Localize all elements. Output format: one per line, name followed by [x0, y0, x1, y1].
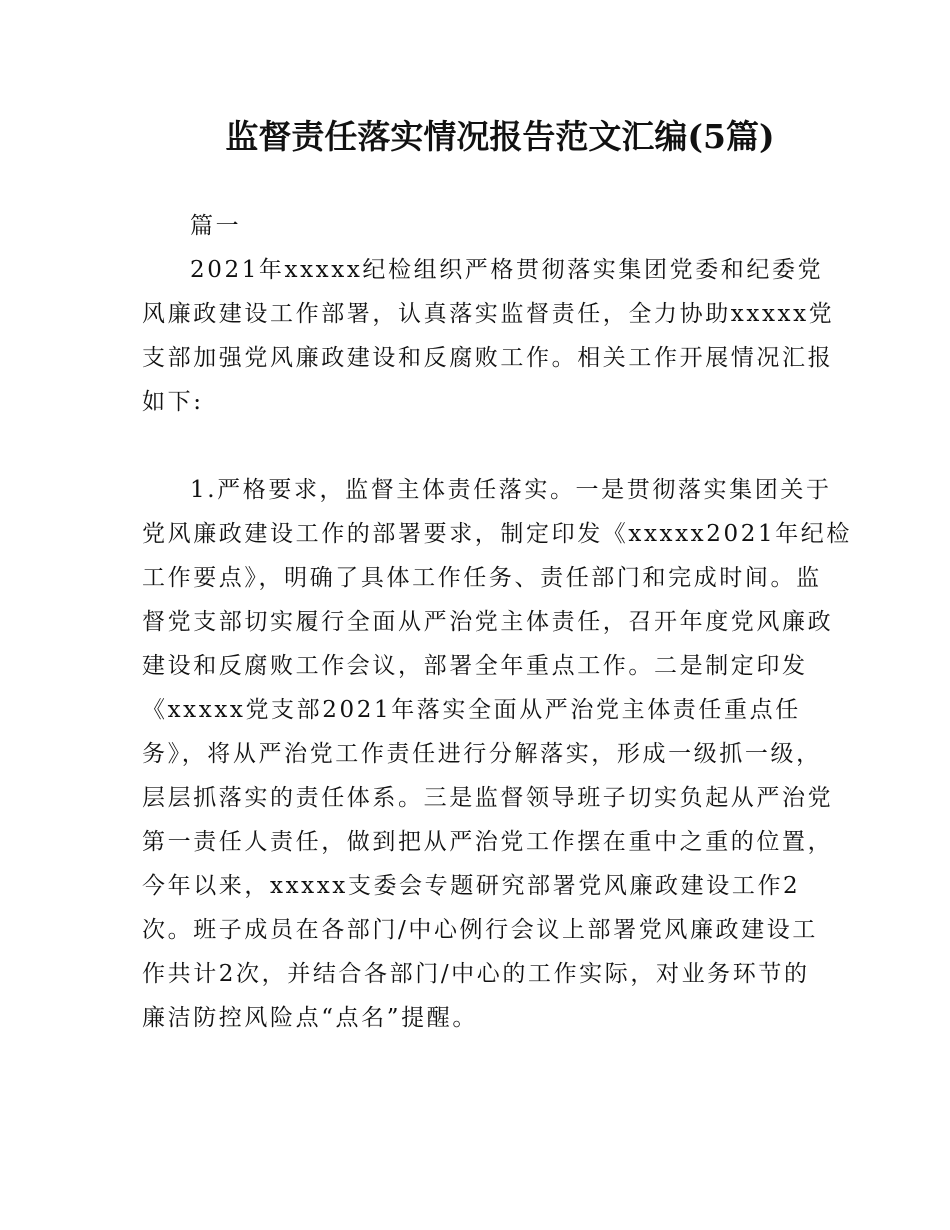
paragraph-line: 工作要点》，明确了具体工作任务、责任部门和完成时间。监: [142, 565, 822, 591]
section-heading: 篇一: [190, 213, 242, 239]
paragraph-line: 2021年xxxxx纪检组织严格贯彻落实集团党委和纪委党: [190, 257, 824, 283]
paragraph-line: 作共计2次，并结合各部门/中心的工作实际，对业务环节的: [142, 961, 810, 987]
paragraph-line: 1.严格要求，监督主体责任落实。一是贯彻落实集团关于: [190, 477, 832, 503]
paragraph-line: 今年以来，xxxxx支委会专题研究部署党风廉政建设工作2: [142, 873, 801, 899]
paragraph-line: 廉洁防控风险点“点名”提醒。: [142, 1005, 478, 1031]
paragraph-line: 建设和反腐败工作会议，部署全年重点工作。二是制定印发: [142, 653, 808, 679]
document-title: 监督责任落实情况报告范文汇编(5篇): [225, 117, 775, 156]
paragraph-line: 《xxxxx党支部2021年落实全面从严治党主体责任重点任: [142, 697, 801, 723]
paragraph-line: 如下:: [142, 389, 204, 415]
paragraph-line: 督党支部切实履行全面从严治党主体责任，召开年度党风廉政: [142, 609, 834, 635]
paragraph-line: 风廉政建设工作部署，认真落实监督责任，全力协助xxxxx党: [142, 301, 835, 327]
paragraph-line: 务》，将从严治党工作责任进行分解落实，形成一级抓一级，: [142, 741, 822, 767]
paragraph-line: 层层抓落实的责任体系。三是监督领导班子切实负起从严治党: [142, 785, 834, 811]
paragraph-line: 次。班子成员在各部门/中心例行会议上部署党风廉政建设工: [142, 917, 818, 943]
paragraph-line: 党风廉政建设工作的部署要求，制定印发《xxxxx2021年纪检: [142, 521, 852, 547]
paragraph-line: 第一责任人责任，做到把从严治党工作摆在重中之重的位置，: [142, 829, 834, 855]
paragraph-line: 支部加强党风廉政建设和反腐败工作。相关工作开展情况汇报: [142, 345, 834, 371]
